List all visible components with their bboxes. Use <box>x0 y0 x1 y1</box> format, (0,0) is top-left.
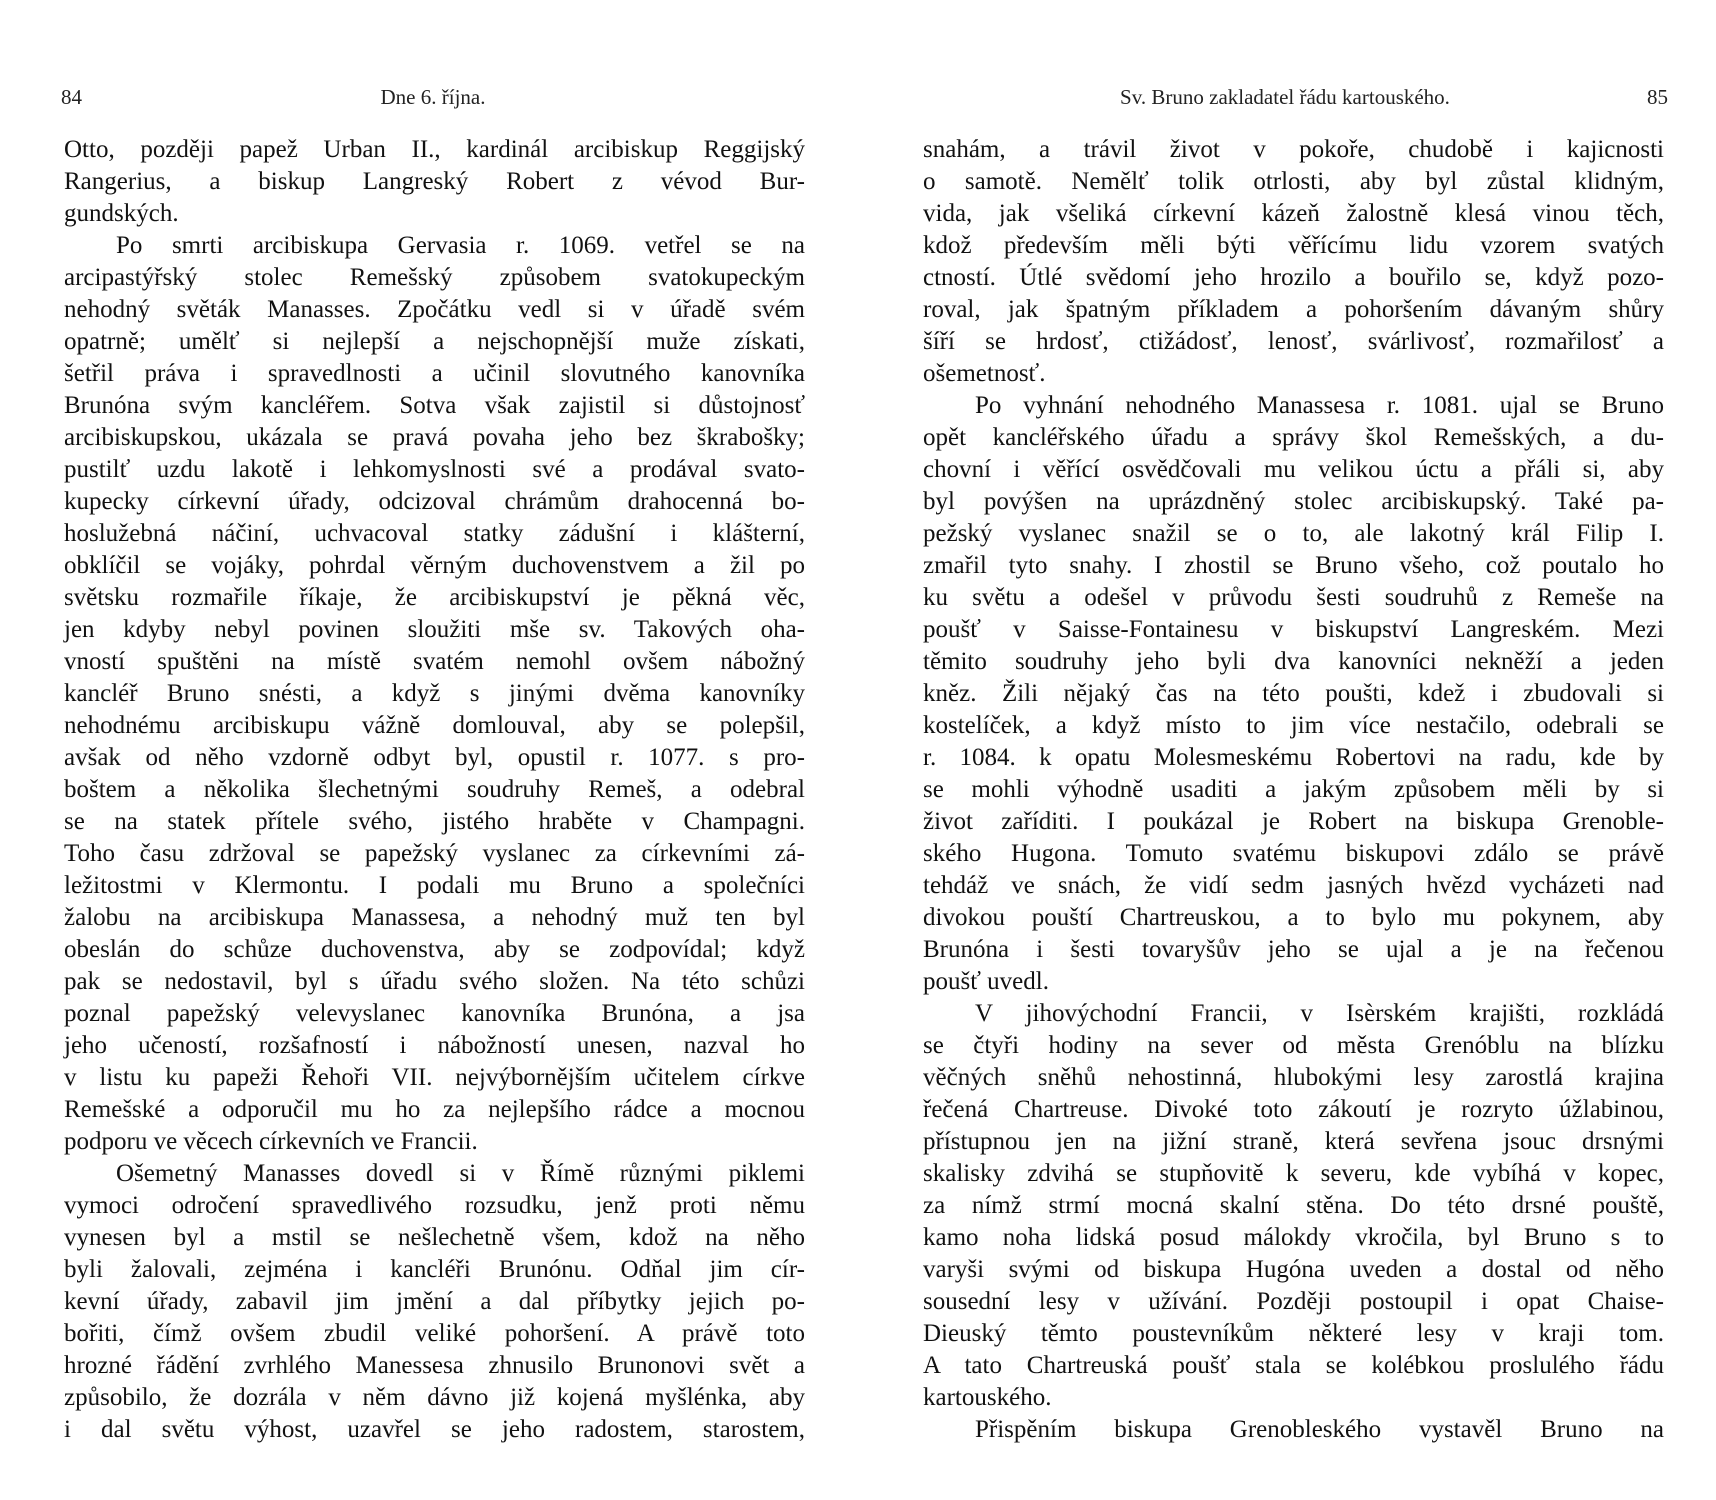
text-line: kevní úřady, zabavil jim jmění a dal příbytky jejich po- <box>64 1288 805 1315</box>
paragraph <box>64 1158 805 1446</box>
text-line: opatrně; umělť si nejlepší a nejschopnější muže získati, <box>64 328 805 355</box>
text-line: kněz. Žili nějaký čas na této poušti, kdež i zbudovali si <box>923 680 1664 707</box>
text-line: Po vyhnání nehodného Manassesa r. 1081. ujal se Bruno <box>975 392 1664 419</box>
text-line: chovní i věřící osvědčovali mu velikou úctu a přáli si, aby <box>923 456 1664 483</box>
text-line: kupecky církevní úřady, odcizoval chrámům drahocenná bo- <box>64 488 805 515</box>
text-line: způsobilo, že dozrála v něm dávno již kojená myšlénka, aby <box>64 1384 805 1411</box>
text-line: šíří se hrdosť, ctižádosť, lenosť, svárlivosť, rozmařilosť a <box>923 328 1664 355</box>
text-line: ku světu a odešel v průvodu šesti soudruhů z Remeše na <box>923 584 1664 611</box>
text-line: Rangerius, a biskup Langreský Robert z vévod Bur- <box>64 168 805 195</box>
text-line: nehodný světák Manasses. Zpočátku vedl si v úřadě svém <box>64 296 805 323</box>
text-line: obklíčil se vojáky, pohrdal věrným duchovenstvem a žil po <box>64 552 805 579</box>
text-line: obeslán do schůze duchovenstva, aby se zodpovídal; když <box>64 936 805 963</box>
text-line: Brunóna svým kancléřem. Sotva však zajistil si důstojnosť <box>64 392 805 419</box>
text-line: bořiti, čímž ovšem zbudil veliké pohoršení. A právě toto <box>64 1320 805 1347</box>
text-line: arcibiskupskou, ukázala se pravá povaha jeho bez škrabošky; <box>64 424 805 451</box>
text-line: ležitostmi v Klermontu. I podali mu Bruno a společníci <box>64 872 805 899</box>
text-line: tehdáž ve snách, že vidí sedm jasných hvězd vycházeti nad <box>923 872 1664 899</box>
text-line: věčných sněhů nehostinná, hlubokými lesy zarostlá krajina <box>923 1064 1664 1091</box>
text-line: vností spuštěni na místě svatém nemohl ovšem nábožný <box>64 648 805 675</box>
paragraph <box>64 230 805 1158</box>
running-head: Sv. Bruno zakladatel řádu kartouského. <box>1120 85 1450 109</box>
text-line: Dieuský těmto poustevníkům některé lesy v kraji tom. <box>923 1320 1664 1347</box>
text-line: ošemetnosť. <box>923 360 1046 387</box>
text-line: nehodnému arcibiskupu vážně domlouval, aby se polepšil, <box>64 712 805 739</box>
text-line: kamo noha lidská posud málokdy vkročila, byl Bruno s to <box>923 1224 1664 1251</box>
text-line: zmařil tyto snahy. I zhostil se Bruno všeho, což poutalo ho <box>923 552 1664 579</box>
text-line: i dal světu výhost, uzavřel se jeho radostem, starostem, <box>64 1416 805 1443</box>
text-line: těmito soudruhy jeho byli dva kanovníci nekněží a jeden <box>923 648 1664 675</box>
text-line: byl povýšen na uprázdněný stolec arcibiskupský. Také pa- <box>923 488 1664 515</box>
text-line: přístupnou jen na jižní straně, která sevřena jsouc drsnými <box>923 1128 1664 1155</box>
text-line: o samotě. Nemělť tolik otrlosti, aby byl zůstal klidným, <box>923 168 1664 195</box>
right-text-column <box>923 134 1664 1446</box>
text-line: Ošemetný Manasses dovedl si v Římě různými piklemi <box>116 1160 805 1187</box>
text-line: vida, jak všeliká církevní kázeň žalostně klesá vinou těch, <box>923 200 1664 227</box>
left-page-header <box>0 80 858 114</box>
text-line: r. 1084. k opatu Molesmeskému Robertovi na radu, kde by <box>923 744 1664 771</box>
text-line: hrozné řádění zvrhlého Manessesa zhnusilo Brunonovi svět a <box>64 1352 805 1379</box>
text-line: roval, jak špatným příkladem a pohoršením dávaným shůry <box>923 296 1664 323</box>
text-line: poušť uvedl. <box>923 968 1049 995</box>
text-line: kartouského. <box>923 1384 1052 1411</box>
text-line: Přispěním biskupa Grenobleského vystavěl Bruno na <box>975 1416 1664 1443</box>
text-line: pak se nedostavil, byl s úřadu svého složen. Na této schůzi <box>64 968 805 995</box>
text-line: ského Hugona. Tomuto svatému biskupovi zdálo se právě <box>923 840 1664 867</box>
paragraph <box>64 134 805 230</box>
text-line: světsku rozmařile říkaje, že arcibiskupství je pěkná věc, <box>64 584 805 611</box>
text-line: jeho učeností, rozšafností i nábožností unesen, nazval ho <box>64 1032 805 1059</box>
running-head: Dne 6. října. <box>380 85 486 109</box>
text-line: boštem a několika šlechetnými soudruhy Remeš, a odebral <box>64 776 805 803</box>
text-line: v listu ku papeži Řehoři VII. nejvýbornějším učitelem církve <box>64 1064 805 1091</box>
text-line: opět kancléřského úřadu a správy škol Remešských, a du- <box>923 424 1664 451</box>
text-line: skalisky zdvihá se stupňovitě k severu, kde vybíhá v kopec, <box>923 1160 1664 1187</box>
paragraph <box>923 1414 1664 1446</box>
text-line: divokou pouští Chartreuskou, a to bylo mu pokynem, aby <box>923 904 1664 931</box>
text-line: poznal papežský velevyslanec kanovníka Brunóna, a jsa <box>64 1000 805 1027</box>
text-line: varyši svými od biskupa Hugóna uveden a dostal od něho <box>923 1256 1664 1283</box>
text-line: gundských. <box>64 200 179 227</box>
paragraph <box>923 134 1664 390</box>
text-line: avšak od něho vzdorně odbyt byl, opustil r. 1077. s pro- <box>64 744 805 771</box>
text-line: sousední lesy v užívání. Později postoupil i opat Chaise- <box>923 1288 1664 1315</box>
text-line: Toho času zdržoval se papežský vyslanec za církevními zá- <box>64 840 805 867</box>
text-line: Po smrti arcibiskupa Gervasia r. 1069. vetřel se na <box>116 232 805 259</box>
text-line: život zaříditi. I poukázal je Robert na biskupa Grenoble- <box>923 808 1664 835</box>
text-line: pustilť uzdu lakotě i lehkomyslnosti své a prodával svato- <box>64 456 805 483</box>
text-line: pežský vyslanec snažil se o to, ale lakotný král Filip I. <box>923 520 1664 547</box>
right-page <box>858 0 1716 1500</box>
text-line: jen kdyby nebyl povinen sloužiti mše sv. Takových oha- <box>64 616 805 643</box>
text-line: podporu ve věcech církevních ve Francii. <box>64 1128 478 1155</box>
text-line: arcipastýřský stolec Remešský způsobem svatokupeckým <box>64 264 805 291</box>
text-line: hoslužebná náčiní, uchvacoval statky zádušní i klášterní, <box>64 520 805 547</box>
paragraph <box>923 390 1664 998</box>
text-line: řečená Chartreuse. Divoké toto zákoutí je rozryto úžlabinou, <box>923 1096 1664 1123</box>
text-line: kdož především měli býti věřícímu lidu vzorem svatých <box>923 232 1664 259</box>
text-line: poušť v Saisse-Fontainesu v biskupství Langreském. Mezi <box>923 616 1664 643</box>
text-line: Otto, později papež Urban II., kardinál arcibiskup Reggijský <box>64 136 805 163</box>
text-line: se mohli výhodně usaditi a jakým způsobem měli by si <box>923 776 1664 803</box>
text-line: šetřil práva i spravedlnosti a učinil slovutného kanovníka <box>64 360 805 387</box>
text-line: kancléř Bruno snésti, a když s jinými dvěma kanovníky <box>64 680 805 707</box>
right-page-header <box>858 80 1716 114</box>
text-line: se čtyři hodiny na sever od města Grenóblu na blízku <box>923 1032 1664 1059</box>
text-line: za nímž strmí mocná skalní stěna. Do této drsné pouště, <box>923 1192 1664 1219</box>
page-number: 85 <box>1647 85 1668 109</box>
text-line: vynesen byl a mstil se nešlechetně všem, kdož na něho <box>64 1224 805 1251</box>
page-number: 84 <box>61 85 82 109</box>
text-line: žalobu na arcibiskupa Manassesa, a nehodný muž ten byl <box>64 904 805 931</box>
left-text-column <box>64 134 805 1446</box>
text-line: ctností. Útlé svědomí jeho hrozilo a bouřilo se, když pozo- <box>923 264 1664 291</box>
text-line: Remešské a odporučil mu ho za nejlepšího rádce a mocnou <box>64 1096 805 1123</box>
text-line: A tato Chartreuská poušť stala se kolébkou proslulého řádu <box>923 1352 1664 1379</box>
text-line: kostelíček, a když místo to jim více nestačilo, odebrali se <box>923 712 1664 739</box>
text-line: vymoci odročení spravedlivého rozsudku, jenž proti němu <box>64 1192 805 1219</box>
text-line: snahám, a trávil život v pokoře, chudobě i kajicnosti <box>923 136 1664 163</box>
text-line: se na statek přítele svého, jistého hraběte v Champagni. <box>64 808 805 835</box>
paragraph <box>923 998 1664 1414</box>
text-line: byli žalovali, zejména i kancléři Brunónu. Odňal jim cír- <box>64 1256 805 1283</box>
text-line: V jihovýchodní Francii, v Isèrském krajišti, rozkládá <box>975 1000 1664 1027</box>
text-line: Brunóna i šesti tovaryšův jeho se ujal a je na řečenou <box>923 936 1664 963</box>
